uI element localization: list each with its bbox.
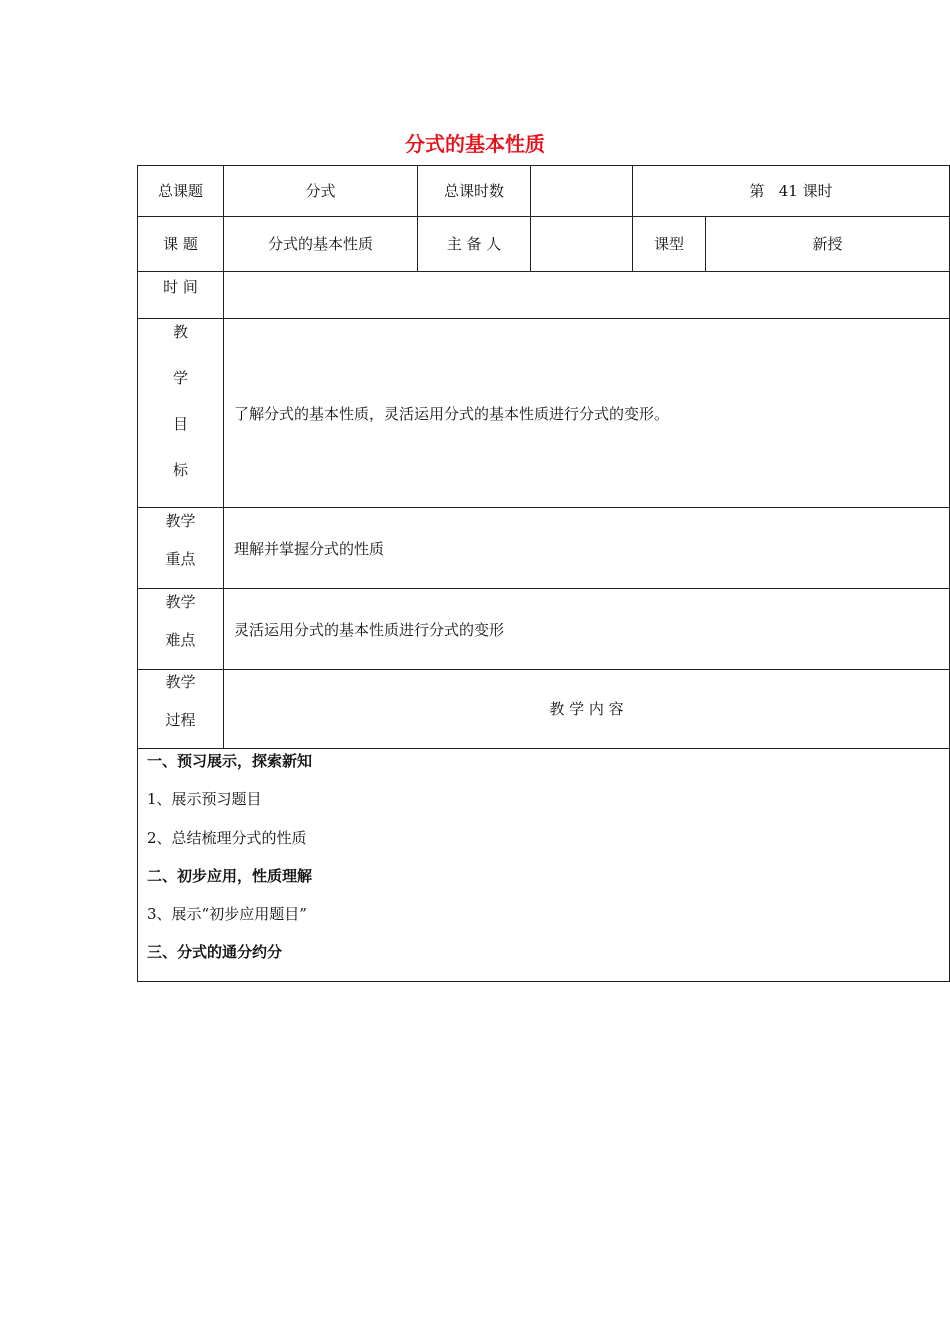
objectives-label-char: 教 xyxy=(172,323,188,341)
content-heading-text: 教 学 内 容 xyxy=(549,700,624,718)
key-points-label xyxy=(138,508,224,589)
objectives-row xyxy=(138,319,950,508)
process-content-heading xyxy=(224,670,950,749)
lesson-type-label: 课型 xyxy=(633,217,706,272)
content-line: 三、分式的通分约分 xyxy=(147,943,283,962)
total-topic-label: 总课题 xyxy=(138,166,224,217)
content-line: 1、展示预习题目 xyxy=(147,790,262,809)
document-title: 分式的基本性质 xyxy=(405,132,545,156)
header-row-1 xyxy=(138,166,950,217)
lesson-plan-table xyxy=(137,165,950,982)
time-row xyxy=(138,272,950,319)
difficulties-label-line: 教学 xyxy=(165,593,196,611)
content-line: 二、初步应用，性质理解 xyxy=(147,866,313,885)
objectives-label-char: 目 xyxy=(172,415,188,433)
difficulties-row xyxy=(138,589,950,670)
preparer-value xyxy=(531,217,633,272)
header-row-2 xyxy=(138,217,950,272)
content-line: 3、展示“初步应用题目” xyxy=(147,905,307,924)
key-points-text xyxy=(224,508,950,589)
topic-label: 课 题 xyxy=(138,217,224,272)
process-label xyxy=(138,670,224,749)
key-points-label-line: 教学 xyxy=(165,512,196,530)
difficulties-text xyxy=(224,589,950,670)
time-value xyxy=(224,272,950,319)
total-hours-label: 总课时数 xyxy=(418,166,531,217)
preparer-label: 主 备 人 xyxy=(418,217,531,272)
key-points-row xyxy=(138,508,950,589)
process-row xyxy=(138,670,950,749)
objectives-text-content: 了解分式的基本性质，灵活运用分式的基本性质进行分式的变形。 xyxy=(234,405,670,423)
process-label-line: 教学 xyxy=(165,673,196,691)
objectives-text xyxy=(224,319,950,508)
total-topic-value: 分式 xyxy=(224,166,418,217)
teaching-content xyxy=(138,749,950,982)
difficulties-label-line: 难点 xyxy=(165,631,196,649)
topic-value: 分式的基本性质 xyxy=(224,217,418,272)
lesson-type-value: 新授 xyxy=(706,217,950,272)
lesson-number xyxy=(633,166,950,217)
time-label: 时 间 xyxy=(138,272,224,319)
difficulties-label xyxy=(138,589,224,670)
total-hours-value xyxy=(531,166,633,217)
objectives-label-char: 标 xyxy=(172,461,188,479)
difficulties-text-content: 灵活运用分式的基本性质进行分式的变形 xyxy=(234,621,505,639)
objectives-label xyxy=(138,319,224,508)
key-points-text-content: 理解并掌握分式的性质 xyxy=(234,540,385,558)
process-label-line: 过程 xyxy=(165,711,196,729)
lesson-number-text: 第 41 课时 xyxy=(749,182,833,200)
content-line: 2、总结梳理分式的性质 xyxy=(147,828,307,847)
objectives-label-char: 学 xyxy=(172,369,188,387)
content-line: 一、预习展示，探索新知 xyxy=(147,752,313,770)
content-row xyxy=(138,749,950,982)
key-points-label-line: 重点 xyxy=(165,550,196,568)
